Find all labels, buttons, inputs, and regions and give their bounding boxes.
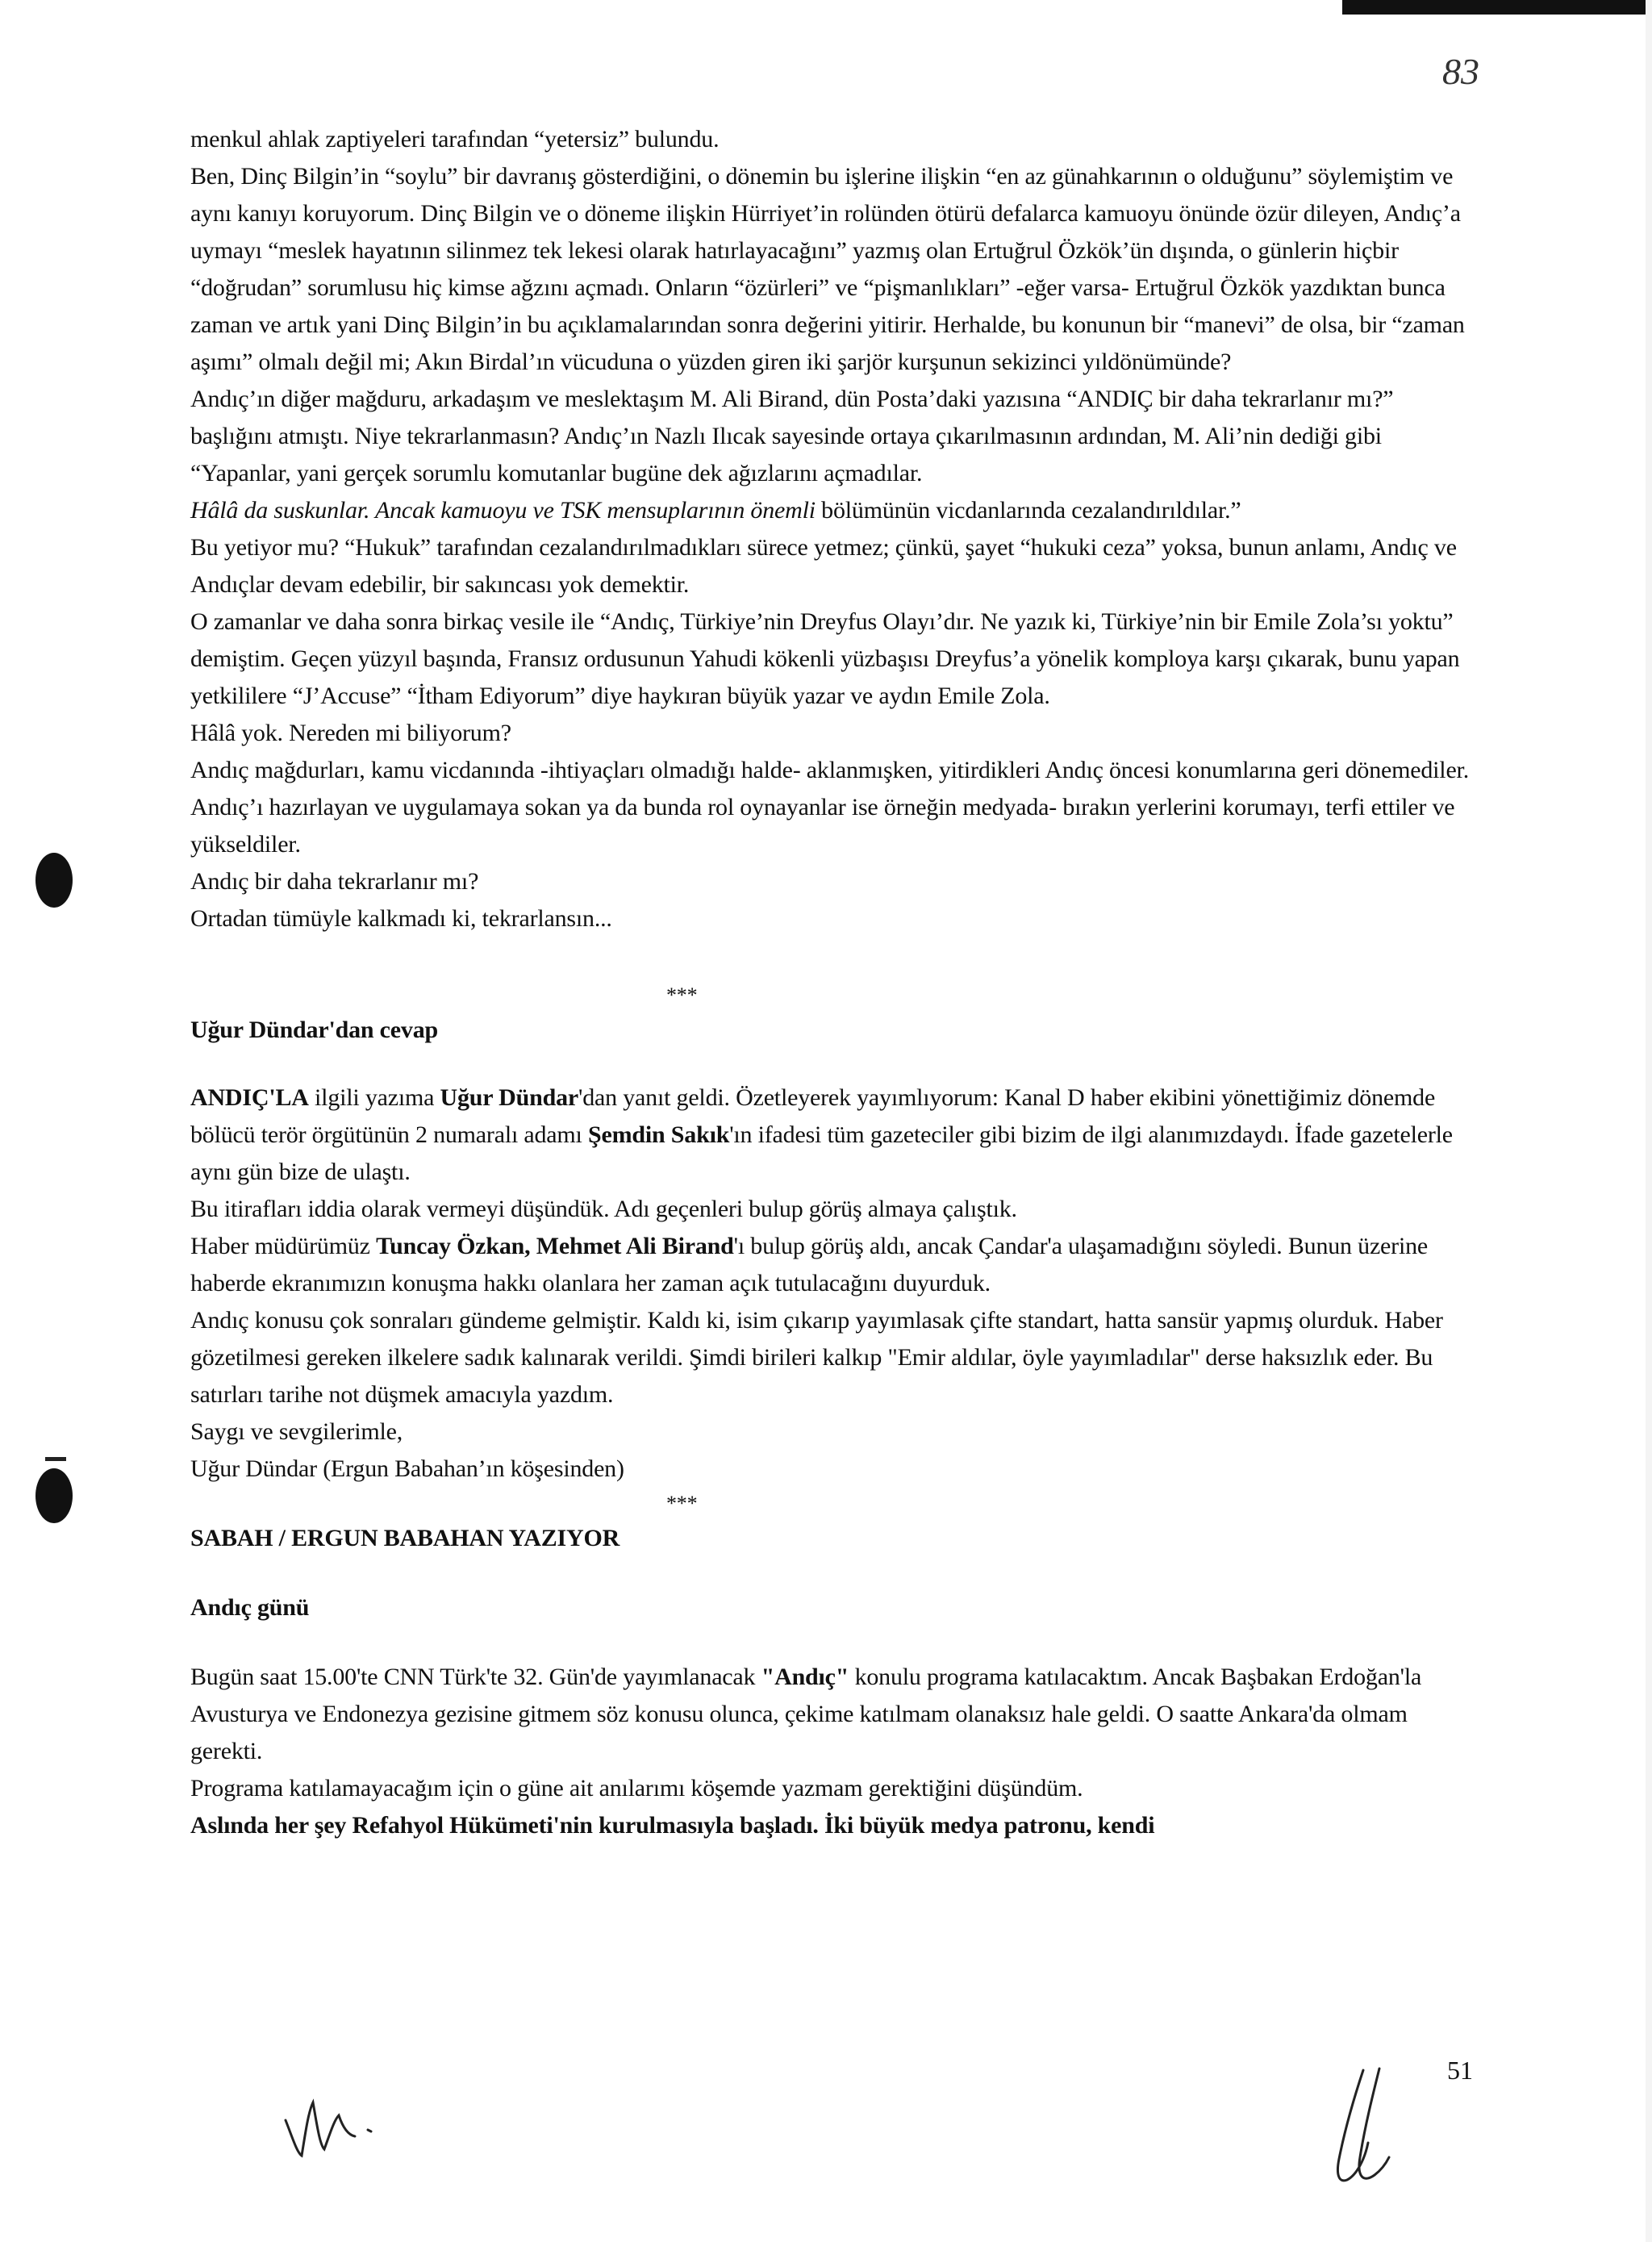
signature-initials-left xyxy=(281,2088,386,2161)
handwritten-page-note: 83 xyxy=(1442,51,1479,92)
bold-text: Şemdin Sakık xyxy=(588,1121,730,1148)
punch-hole-upper xyxy=(35,853,73,908)
spacer xyxy=(190,1049,1481,1079)
punch-hole-mark xyxy=(45,1457,66,1461)
paragraph-text: 'dan yanıt geldi. Özetleyerek yayımlıyorum: Kanal D haber ekibini yönettiğimiz dönemde bölücü terör örgütünün 2 numaralı adamı xyxy=(190,1084,1436,1148)
paragraph: Ortadan tümüyle kalkmadı ki, tekrarlansın... xyxy=(190,905,612,932)
paragraph: Bu yetiyor mu? “Hukuk” tarafından cezalandırılmadıkları sürece yetmez; çünkü, şayet “hukuki ceza” yoksa, bunun anlamı, Andıç ve Andıçlar devam edebilir, bir sakıncası yok demektir. xyxy=(190,534,1457,598)
paragraph-text: Andıç’ın diğer mağduru, arkadaşım ve meslektaşım M. Ali Birand, dün Posta’daki yazısına “ANDIÇ bir daha tekrarlanır mı?” başlığını atmıştı. Niye tekrarlanmasın? Andıç’ın Nazlı Ilıcak sayesinde ortaya çıkarılmasının ardından, M. Ali’nin dediği gibi “Yapanlar, yani gerçek sorumlu komutanlar bugüne dek ağızlarını açmadılar. xyxy=(190,386,1394,486)
paragraph: Uğur Dündar (Ergun Babahan’ın köşesinden) xyxy=(190,1455,624,1482)
signature-initials-right xyxy=(1315,2062,1404,2191)
spacer xyxy=(190,1557,1481,1589)
article-title: Andıç günü xyxy=(190,1594,310,1621)
paragraph: Aslında her şey Refahyol Hükümeti'nin kurulmasıyla başladı. İki büyük medya patronu, kendi xyxy=(190,1812,1155,1839)
paragraph-text: Bugün saat 15.00'te CNN Türk'te 32. Gün'de yayımlanacak xyxy=(190,1664,761,1690)
paragraph xyxy=(190,1659,1481,1770)
paragraph xyxy=(190,1228,1481,1302)
paragraph-text: konulu programa katılacaktım. Ancak Başbakan Erdoğan'la Avusturya ve Endonezya gezisine gitmem söz konusu olunca, çekime katılmam olanaksız hale geldi. O saatte Ankara'da olmam gerekti. xyxy=(190,1664,1422,1764)
paragraph: Hâlâ yok. Nereden mi biliyorum? xyxy=(190,720,511,746)
page-number: 51 xyxy=(1447,2056,1473,2085)
paragraph: Andıç bir daha tekrarlanır mı? xyxy=(190,868,479,895)
italic-quote: Hâlâ da suskunlar. Ancak kamuoyu ve TSK mensuplarının önemli xyxy=(190,497,816,524)
paragraph: O zamanlar ve daha sonra birkaç vesile ile “Andıç, Türkiye’nin Dreyfus Olayı’dır. Ne yazık ki, Türkiye’nin bir Emile Zola’sı yoktu” demiştim. Geçen yüzyıl başında, Fransız ordusunun Yahudi kökenli yüzbaşısı Dreyfus’a yönelik komploya karşı çıkarak, bunu yapan yetkililere “J’Accuse” “İtham Ediyorum” diye haykıran büyük yazar ve aydın Emile Zola. xyxy=(190,608,1460,709)
section-heading: Uğur Dündar'dan cevap xyxy=(190,1017,438,1043)
paragraph: Programa katılamayacağım için o güne ait anılarımı köşemde yazmam gerektiğini düşündüm. xyxy=(190,1775,1083,1802)
paragraph-text: Haber müdürümüz xyxy=(190,1233,377,1259)
spacer xyxy=(190,1626,1481,1659)
paragraph: Ben, Dinç Bilgin’in “soylu” bir davranış gösterdiğini, o dönemin bu işlerine ilişkin “en az günahkarının o olduğunu” söylemiştim ve aynı kanıyı koruyorum. Dinç Bilgin ve o döneme ilişkin Hürriyet’in rolünden ötürü defalarca kamuoyu önünde özür dileyen, Andıç’a uymayı “meslek hayatının silinmez tek lekesi olarak hatırlayacağını” yazmış olan Ertuğrul Özkök’ün dışında, o günlerin hiçbir “doğrudan” sorumlusu hiç kimse ağzını açmadı. Onların “özürleri” ve “pişmanlıkları” -eğer varsa- Ertuğrul Özkök yazdıktan bunca zaman ve artık yani Dinç Bilgin’in bu açıklamalarından sonra değerini yitirir. Herhalde, bu konunun bir “manevi” de olsa, bir “zaman aşımı” olmalı değil mi; Akın Birdal’ın vücuduna o yüzden giren iki şarjör kurşunun sekizinci yıldönümünde? xyxy=(190,163,1465,375)
bold-text: "Andıç" xyxy=(761,1664,849,1690)
document-body xyxy=(190,121,1481,1844)
bold-text: Uğur Dündar xyxy=(440,1084,579,1111)
paragraph: Andıç mağdurları, kamu vicdanında -ihtiyaçları olmadığı halde- aklanmışken, yitirdikleri Andıç öncesi konumlarına geri dönemediler. Andıç’ı hazırlayan ve uygulamaya sokan ya da bunda rol oynayanlar ise örneğin medyada- bırakın yerlerini korumayı, terfi ettiler ve yükseldiler. xyxy=(190,757,1469,858)
quote-tail: bölümünün vicdanlarında cezalandırıldılar.” xyxy=(815,497,1241,524)
paragraph: menkul ahlak zaptiyeleri tarafından “yetersiz” bulundu. xyxy=(190,126,720,152)
paragraph: Andıç konusu çok sonraları gündeme gelmiştir. Kaldı ki, isim çıkarıp yayımlasak çifte standart, hatta sansür yapmış olurduk. Haber gözetilmesi gereken ilkelere sadık kalınarak verildi. Şimdi birileri kalkıp "Emir aldılar, öyle yayımladılar" derse haksızlık eder. Bu satırları tarihe not düşmek amacıyla yazdım. xyxy=(190,1307,1443,1408)
section-separator: *** xyxy=(666,1492,698,1515)
paragraph xyxy=(190,381,1481,529)
paragraph-text: ilgili yazıma xyxy=(308,1084,440,1111)
scan-edge-bar xyxy=(1342,0,1652,15)
bold-text: ANDIÇ'LA xyxy=(190,1084,309,1111)
section-separator: *** xyxy=(666,983,698,1007)
bold-text: Tuncay Özkan, Mehmet Ali Birand xyxy=(376,1233,734,1259)
section-heading: SABAH / ERGUN BABAHAN YAZIYOR xyxy=(190,1525,620,1551)
paragraph xyxy=(190,1079,1481,1191)
paragraph: Saygı ve sevgilerimle, xyxy=(190,1418,403,1445)
punch-hole-lower xyxy=(35,1468,73,1523)
paragraph-text: 'ı bulup görüş aldı, ancak Çandar'a ulaşamadığını söyledi. Bunun üzerine haberde ekranımızın konuşma hakkı olanlara her zaman açık tutulacağını duyurduk. xyxy=(190,1233,1429,1296)
paragraph: Bu itirafları iddia olarak vermeyi düşündük. Adı geçenleri bulup görüş almaya çalıştık. xyxy=(190,1196,1017,1222)
paragraph-text: 'ın ifadesi tüm gazeteciler gibi bizim de ilgi alanımızdaydı. İfade gazetelerle aynı gün bize de ulaştı. xyxy=(190,1121,1453,1185)
scan-edge-line xyxy=(1646,0,1652,2242)
